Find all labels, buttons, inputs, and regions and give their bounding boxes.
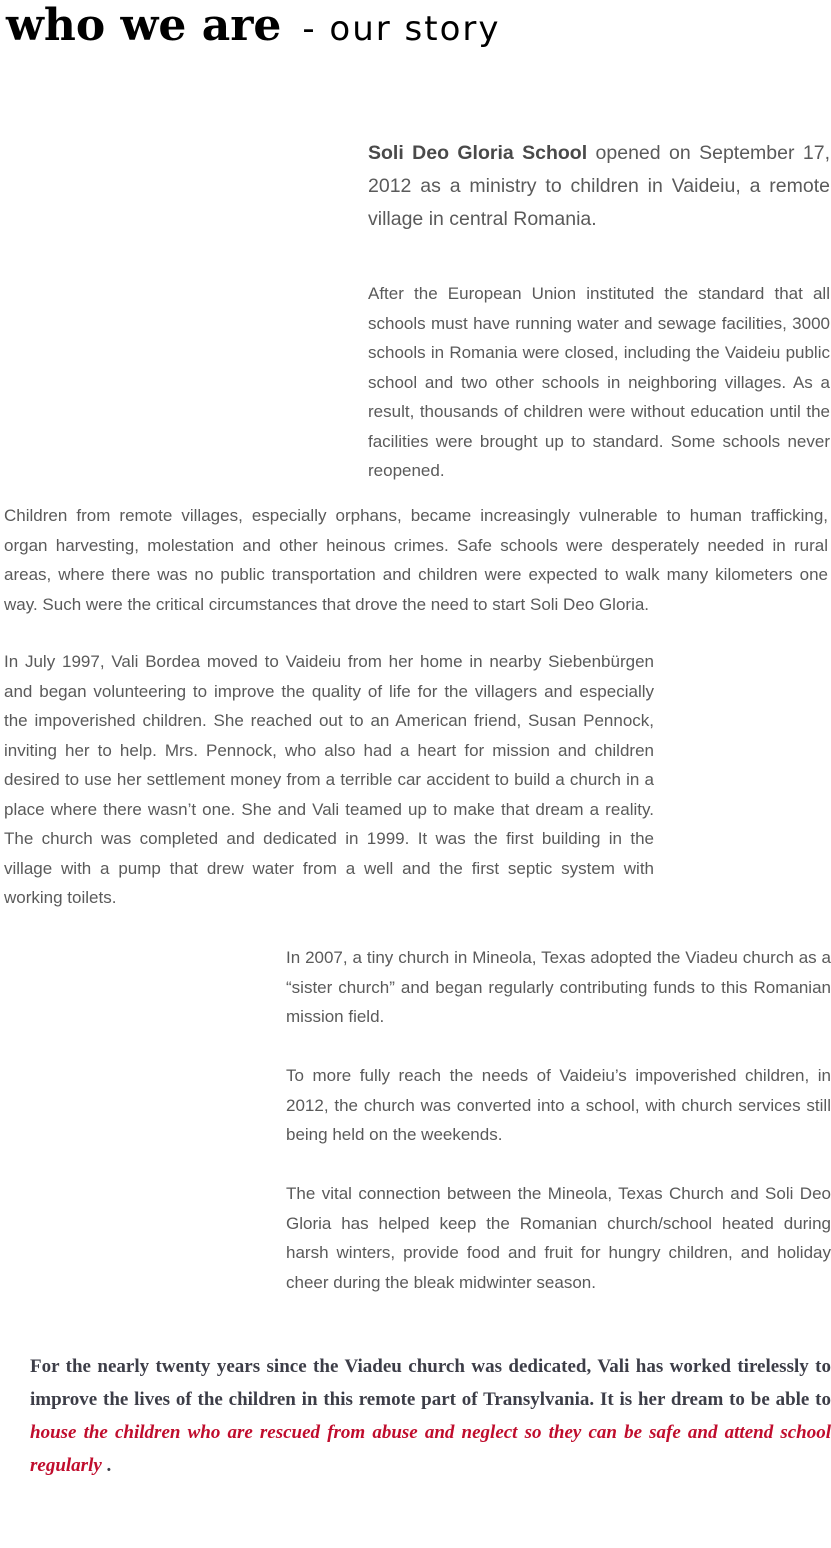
paragraph-trafficking: Children from remote villages, especially orphans, became increasingly vulnerable to human trafficking, organ harvesting, molestation and other heinous crimes. Safe schools were desperately needed in rural areas, where there was no public transportation and children were expected to walk many kilometers one way. Such were the critical circumstances that drove the need to start Soli Deo Gloria. — [4, 506, 828, 614]
paragraph-closing — [30, 1350, 831, 1482]
closing-period: . — [106, 1455, 112, 1476]
paragraph-intro — [368, 137, 830, 236]
paragraph-vital-connection: The vital connection between the Mineola, Texas Church and Soli Deo Gloria has helped keep the Romanian church/school heated during harsh winters, provide food and fruit for hungry children, and holiday cheer during the bleak midwinter season. — [286, 1184, 831, 1292]
intro-school-name: Soli Deo Gloria School — [368, 142, 588, 164]
page-title — [6, 0, 500, 51]
paragraph-vali-history: In July 1997, Vali Bordea moved to Vaideiu from her home in nearby Siebenbürgen and began volunteering to improve the quality of life for the villagers and especially the impoverished children. She reached out to an American friend, Susan Pennock, inviting her to help. Mrs. Pennock, who also had a heart for mission and children desired to use her settlement money from a terrible car accident to build a church in a place where there wasn’t one. She and Vali teamed up to make that dream a reality. The church was completed and dedicated in 1999. It was the first building in the village with a pump that drew water from a well and the first septic system with working toilets. — [4, 652, 654, 907]
intro-rest: opened on September 17, 2012 as a ministry to children in Vaideiu, a remote village in central Romania. — [368, 142, 830, 230]
closing-red-emphasis: house the children who are rescued from abuse and neglect so they can be safe and attend school regularly — [30, 1422, 831, 1476]
paragraph-sister-church: In 2007, a tiny church in Mineola, Texas adopted the Viadeu church as a “sister church” and began regularly contributing funds to this Romanian mission field. — [286, 948, 831, 1026]
paragraph-eu-standard: After the European Union instituted the standard that all schools must have running water and sewage facilities, 3000 schools in Romania were closed, including the Vaideiu public school and two other schools in neighboring villages. As a result, thousands of children were without education until the facilities were brought up to standard. Some schools never reopened. — [368, 284, 830, 480]
page-title-secondary: - our story — [302, 9, 501, 49]
paragraph-school-conversion: To more fully reach the needs of Vaideiu’s impoverished children, in 2012, the church was converted into a school, with church services still being held on the weekends. — [286, 1066, 831, 1144]
closing-gray-text: For the nearly twenty years since the Viadeu church was dedicated, Vali has worked tirelessly to improve the lives of the children in this remote part of Transylvania. It is her dream to be able to — [30, 1356, 831, 1410]
page-title-primary: who we are — [6, 0, 282, 51]
